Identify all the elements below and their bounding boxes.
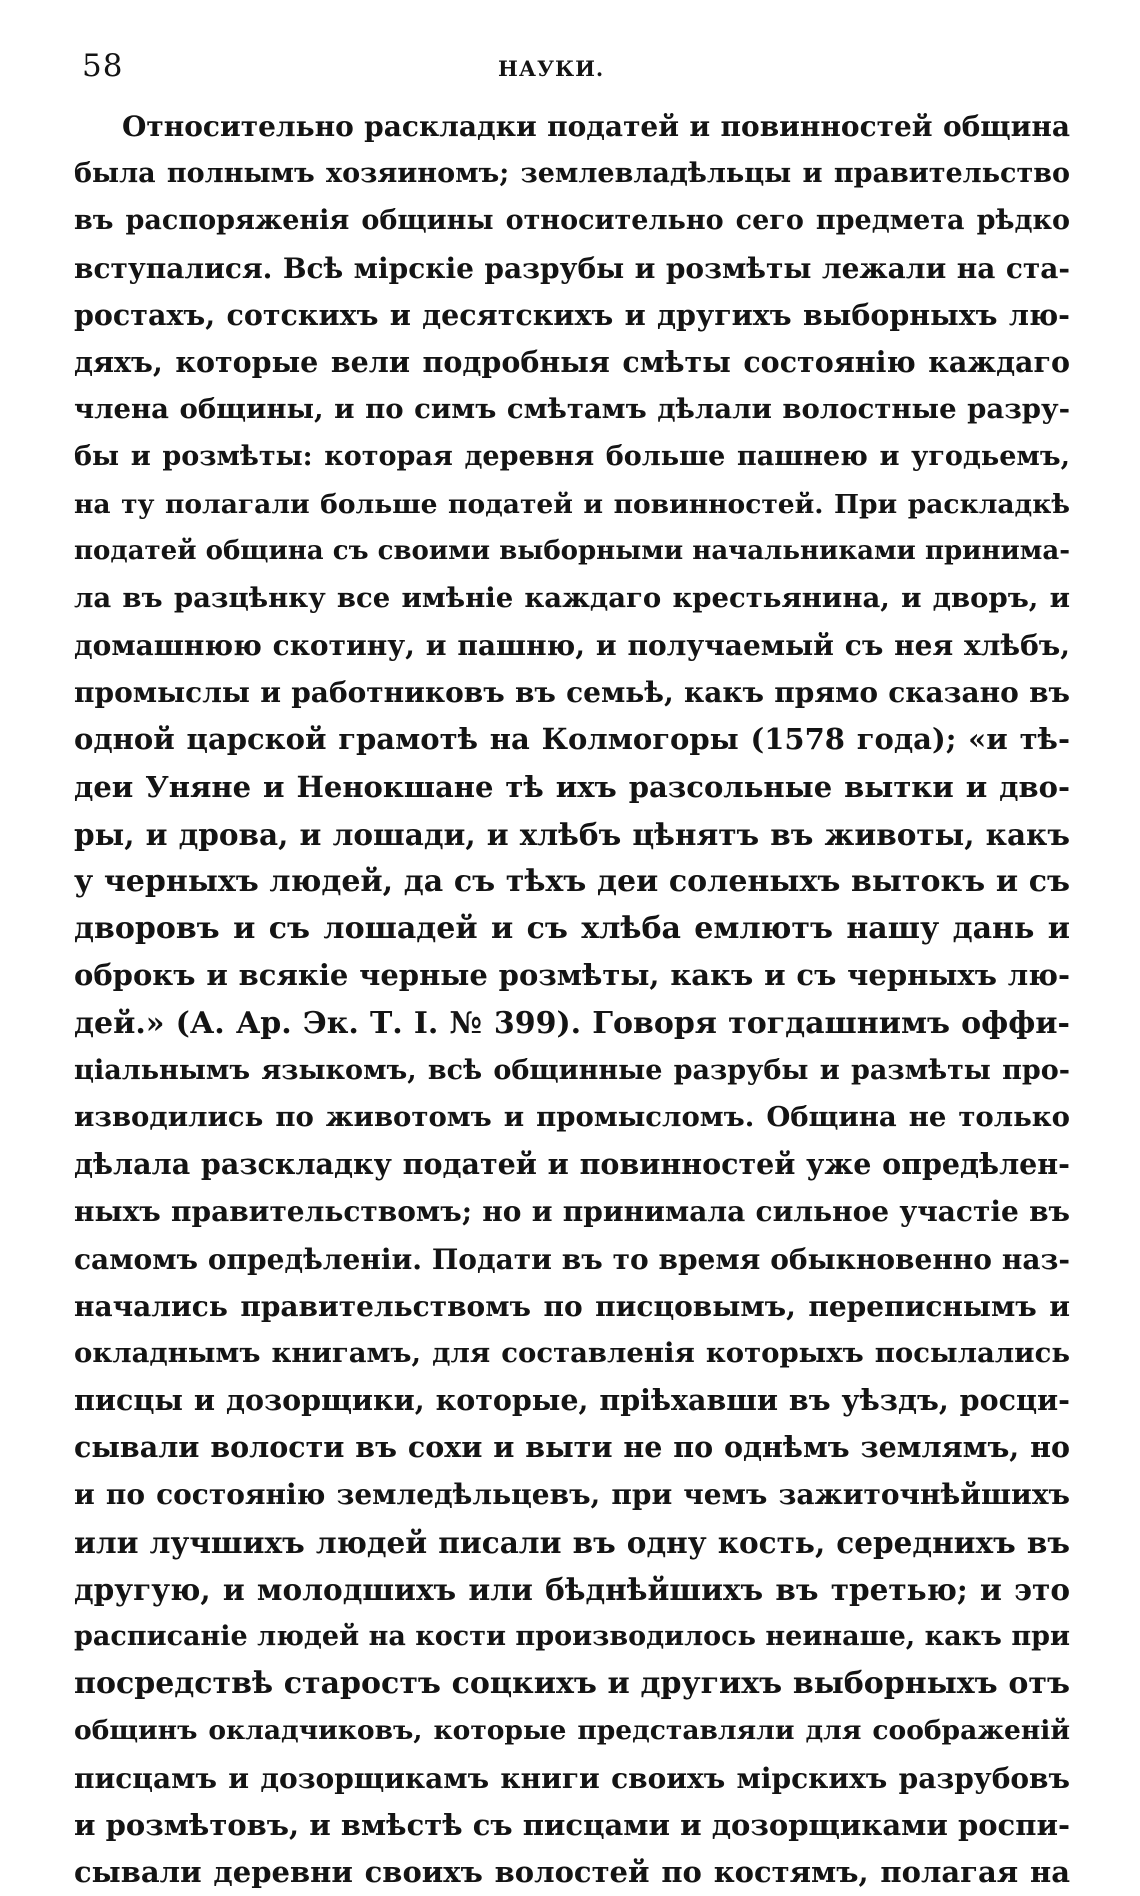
text-line: другую, и молодшихъ или бѣднѣйшихъ въ третью; и это [74,1571,1070,1607]
text-line: одной царской грамотѣ на Колмогоры (1578 года); «и тѣ- [74,722,1070,757]
text-line: дѣлала разскладку податей и повинностей уже опредѣлен- [74,1147,1070,1182]
text-line: деи Уняне и Ненокшане тѣ ихъ разсольные вытки и дво- [74,769,1070,804]
text-line: промыслы и работниковъ въ семьѣ, какъ прямо сказано въ [74,676,1070,710]
text-line: ныхъ правительствомъ; но и принимала сильное участіе въ [74,1195,1070,1229]
text-line: ціальнымъ языкомъ, всѣ общинные разрубы и размѣты про- [74,1054,1070,1086]
text-line: вступалися. Всѣ мірскіе разрубы и розмѣты лежали на ста- [74,251,1070,285]
text-line: расписаніе людей на кости производилось неинаше, какъ при [74,1621,1070,1652]
text-line: податей община съ своими выборными начальниками принима- [74,535,1070,566]
text-line: у черныхъ людей, да съ тѣхъ деи соленыхъ вытокъ и съ [74,864,1070,899]
page-number: 58 [82,48,124,84]
text-line: была полнымъ хозяиномъ; землевладѣльцы и правительство [74,158,1070,190]
text-line: дей.» (А. Ар. Эк. Т. I. № 399). Говоря тогдашнимъ оффи- [74,1005,1070,1041]
text-line: сывали деревни своихъ волостей по костямъ, полагая на [74,1854,1070,1889]
page-header [0,48,1140,100]
text-line: или лучшихъ людей писали въ одну кость, середнихъ въ [74,1524,1070,1560]
text-line: дворовъ и съ лошадей и съ хлѣба емлютъ нашу дань и [74,911,1070,947]
text-line: и розмѣтовъ, и вмѣстѣ съ писцами и дозорщиками роспи- [74,1807,1070,1842]
text-line: окладнымъ книгамъ, для составленія которыхъ посылались [74,1336,1070,1369]
text-line: Относительно раскладки податей и повинностей община [122,110,1070,143]
running-head: НАУКИ. [498,56,605,81]
text-line: на ту полагали больше податей и повинностей. При раскладкѣ [74,488,1070,520]
text-line: изводились по животомъ и промысломъ. Община не только [74,1100,1070,1133]
body-text [74,103,1070,1896]
text-line: домашнюю скотину, и пашню, и получаемый съ нея хлѣбъ, [74,629,1070,663]
text-line: писцамъ и дозорщикамъ книги своихъ мірскихъ разрубовъ [74,1761,1070,1795]
text-line: и по состоянію земледѣльцевъ, при чемъ зажиточнѣйшихъ [74,1478,1070,1512]
text-line: начались правительствомъ по писцовымъ, переписнымъ и [74,1289,1070,1323]
text-line: ла въ разцѣнку все имѣніе каждаго крестьянина, и дворъ, и [74,581,1070,614]
text-line: ры, и дрова, и лошади, и хлѣбъ цѣнятъ въ животы, какъ [74,816,1070,852]
text-line: писцы и дозорщики, которые, пріѣхавши въ уѣздъ, росци- [74,1383,1070,1418]
text-line: члена общины, и по симъ смѣтамъ дѣлали волостные разру- [74,393,1070,426]
text-line: посредствѣ старостъ соцкихъ и другихъ выборныхъ отъ [74,1666,1070,1702]
text-line: общинъ окладчиковъ, которые представляли для соображеній [74,1715,1070,1747]
text-line: сывали волости въ сохи и выти не по однѣмъ землямъ, но [74,1430,1070,1465]
text-line: оброкъ и всякіе черные розмѣты, какъ и съ черныхъ лю- [74,958,1070,993]
text-line: бы и розмѣты: которая деревня больше пашнею и угодьемъ, [74,441,1070,473]
text-line: самомъ опредѣленіи. Подати въ то время обыкновенно наз- [74,1242,1070,1276]
text-line: въ распоряженія общины относительно сего предмета рѣдко [74,205,1070,237]
text-line: дяхъ, которые вели подробныя смѣты состоянію каждаго [74,344,1070,379]
text-line: ростахъ, сотскихъ и десятскихъ и другихъ выборныхъ лю- [74,297,1070,332]
